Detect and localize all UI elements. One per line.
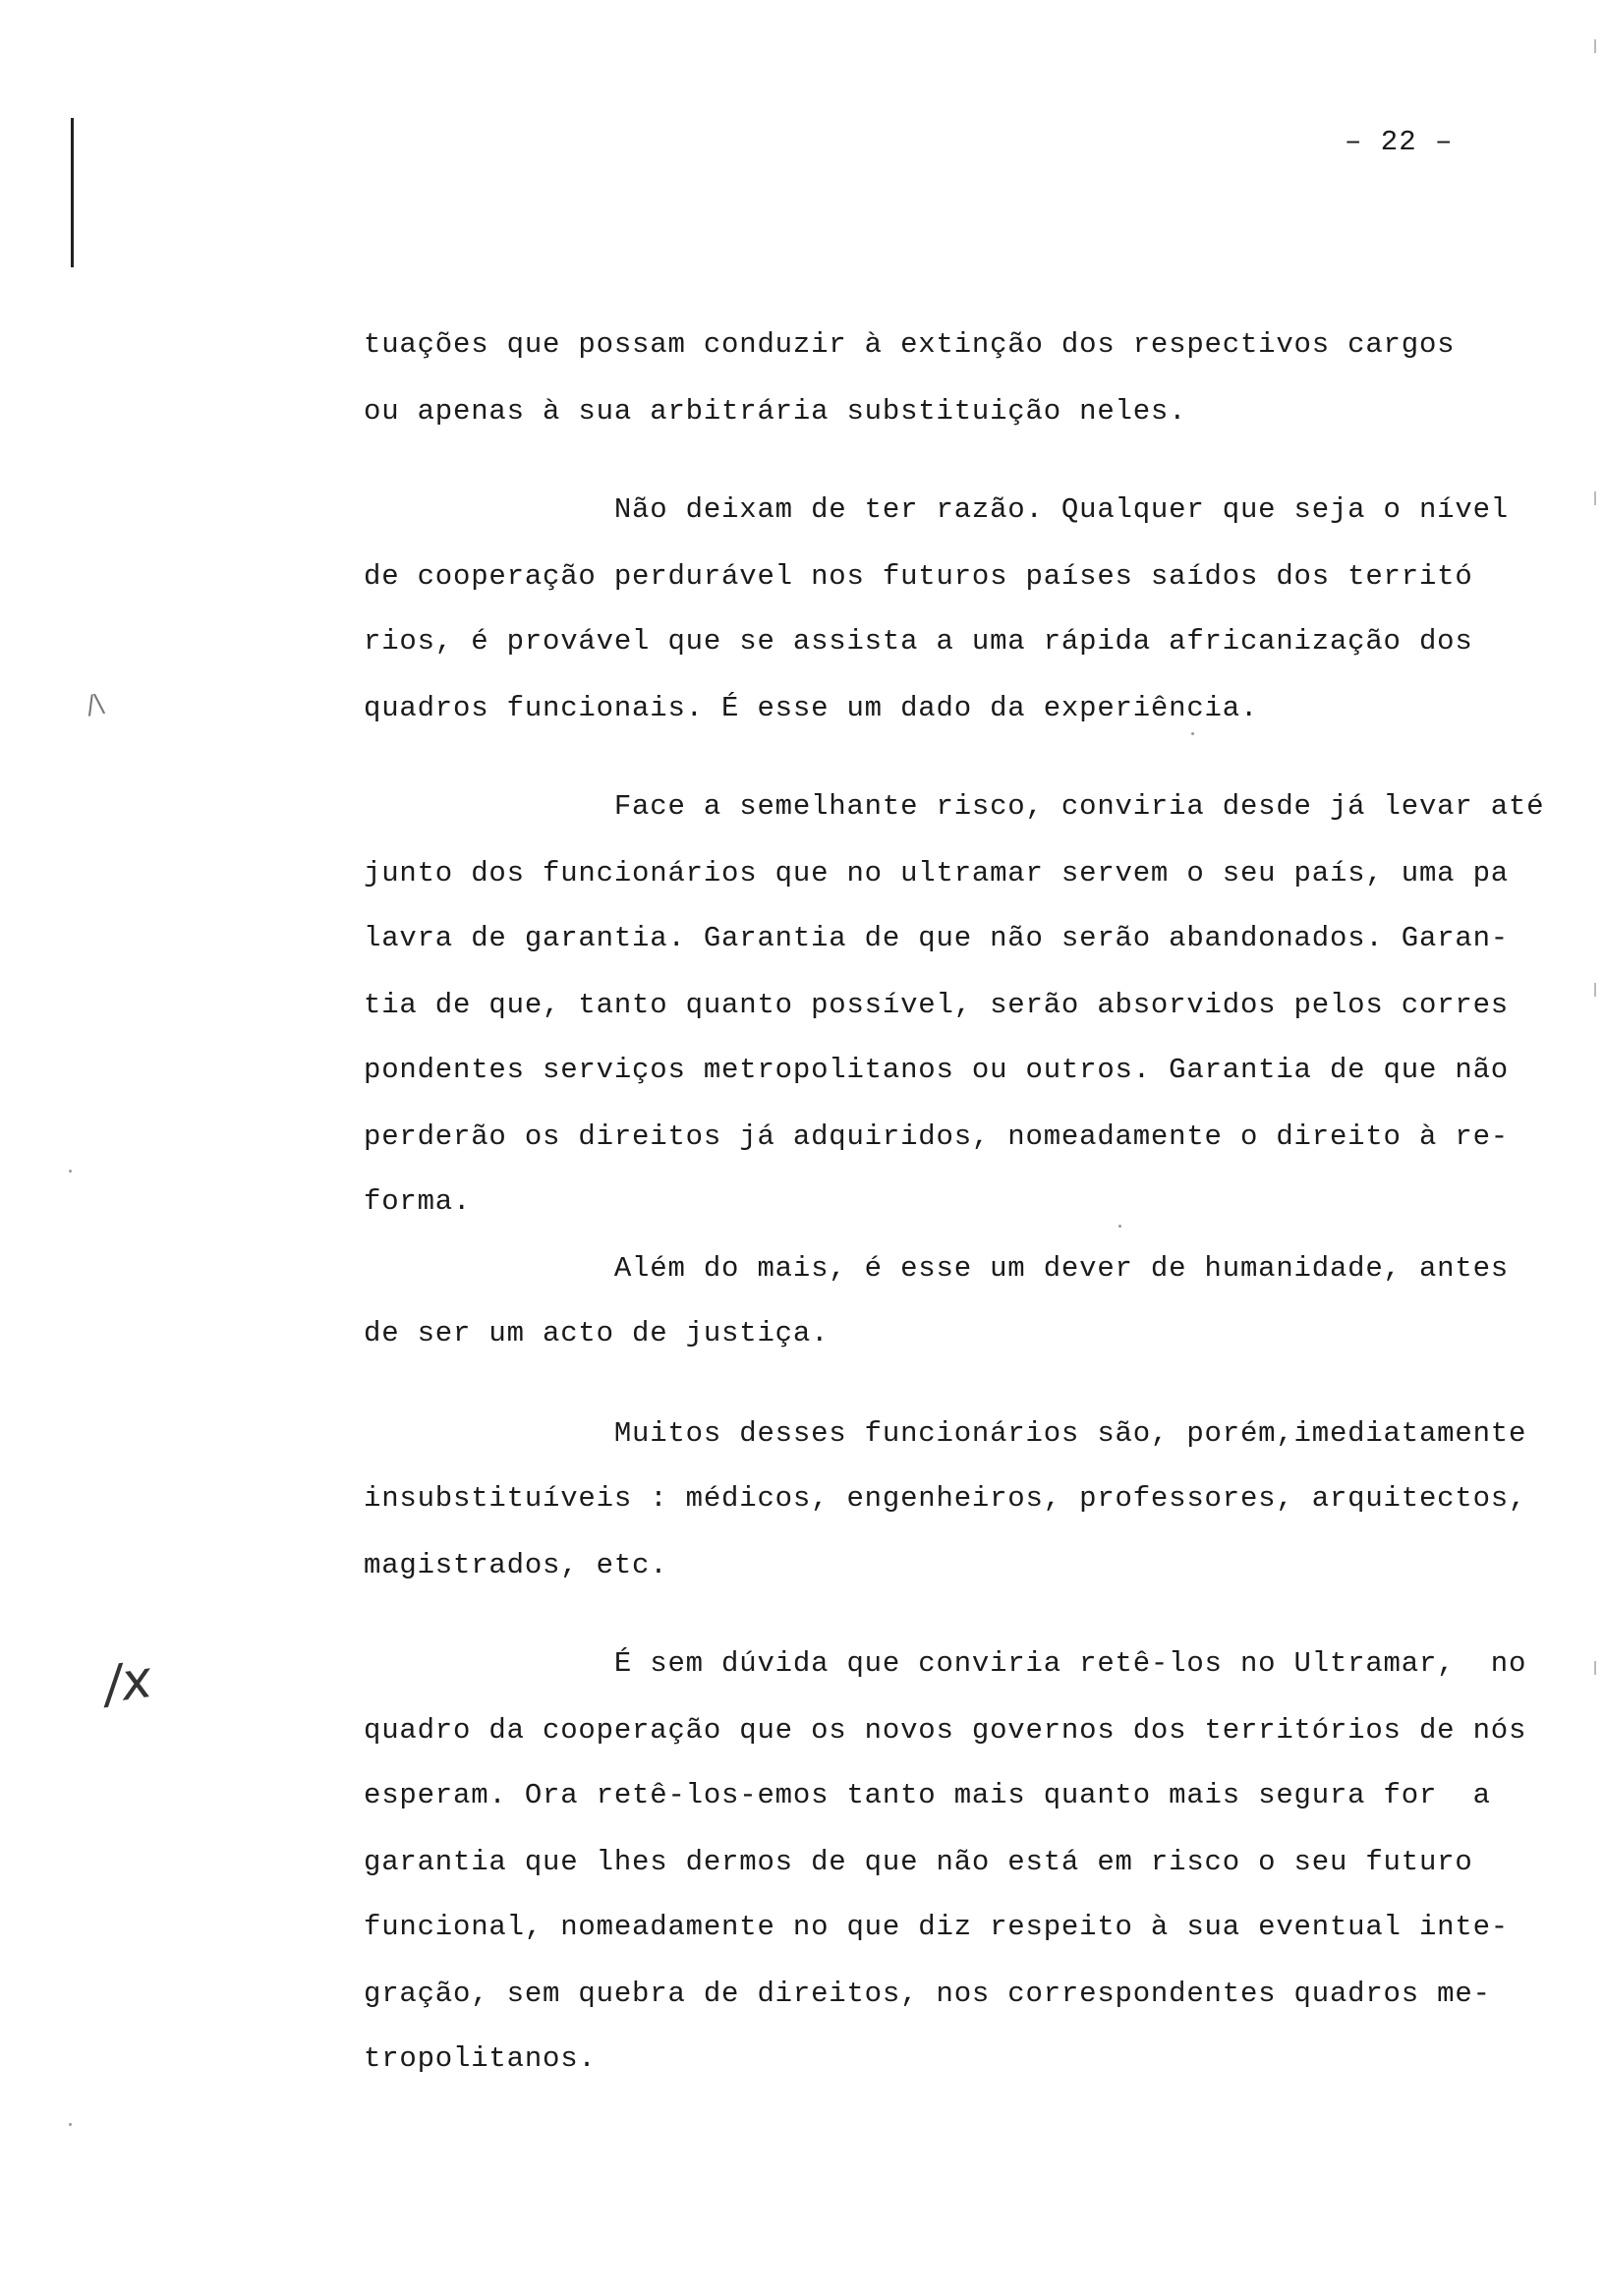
scan-edge-mark — [1594, 1661, 1596, 1675]
margin-annotation-2: /x — [100, 1649, 156, 1716]
text-line-1: tuações que possam conduzir à extinção dos respectivos cargos — [364, 328, 1456, 361]
text-line-19: É sem dúvida que conviria retê-los no Ultramar, no — [364, 1647, 1527, 1680]
text-line-21: esperam. Ora retê-los-emos tanto mais quanto mais segura for a — [364, 1779, 1491, 1811]
scan-edge-mark — [1594, 983, 1596, 997]
scan-edge-mark — [1594, 491, 1596, 505]
text-line-11: pondentes serviços metropolitanos ou outros. Garantia de que não — [364, 1054, 1509, 1086]
text-line-9: lavra de garantia. Garantia de que não serão abandonados. Garan- — [364, 922, 1509, 954]
text-line-22: garantia que lhes dermos de que não está em risco o seu futuro — [364, 1846, 1473, 1878]
text-line-10: tia de que, tanto quanto possível, serão absorvidos pelos corres — [364, 989, 1509, 1021]
text-line-24: gração, sem quebra de direitos, nos correspondentes quadros me- — [364, 1978, 1491, 2010]
text-line-16: Muitos desses funcionários são, porém,imediatamente — [364, 1417, 1527, 1450]
text-line-8: junto dos funcionários que no ultramar servem o seu país, uma pa — [364, 857, 1509, 890]
text-line-3: Não deixam de ter razão. Qualquer que seja o nível — [364, 493, 1509, 526]
page-number: – 22 – — [1345, 126, 1454, 158]
text-line-13: forma. — [364, 1185, 472, 1218]
scan-speck — [69, 2123, 72, 2126]
text-line-2: ou apenas à sua arbitrária substituição neles. — [364, 395, 1187, 428]
text-line-20: quadro da cooperação que os novos governos dos territórios de nós — [364, 1714, 1527, 1747]
text-line-17: insubstituíveis : médicos, engenheiros, professores, arquitectos, — [364, 1482, 1527, 1515]
text-line-4: de cooperação perdurável nos futuros países saídos dos territó — [364, 560, 1473, 593]
text-line-6: quadros funcionais. É esse um dado da experiência. — [364, 692, 1259, 724]
scan-speck — [1191, 732, 1194, 735]
text-line-18: magistrados, etc. — [364, 1549, 668, 1581]
margin-vertical-line — [71, 118, 74, 267]
text-line-25: tropolitanos. — [364, 2042, 597, 2075]
text-line-14: Além do mais, é esse um dever de humanidade, antes — [364, 1252, 1509, 1285]
margin-annotation-1: /\ — [84, 688, 107, 721]
text-line-7: Face a semelhante risco, conviria desde já levar até — [364, 790, 1545, 823]
scan-edge-mark — [1594, 39, 1596, 53]
scan-speck — [69, 1170, 72, 1173]
scan-speck — [1118, 1225, 1121, 1228]
text-line-15: de ser um acto de justiça. — [364, 1317, 830, 1349]
text-line-12: perderão os direitos já adquiridos, nomeadamente o direito à re- — [364, 1120, 1509, 1153]
text-line-23: funcional, nomeadamente no que diz respeito à sua eventual inte- — [364, 1911, 1509, 1943]
text-line-5: rios, é provável que se assista a uma rápida africanização dos — [364, 625, 1473, 658]
